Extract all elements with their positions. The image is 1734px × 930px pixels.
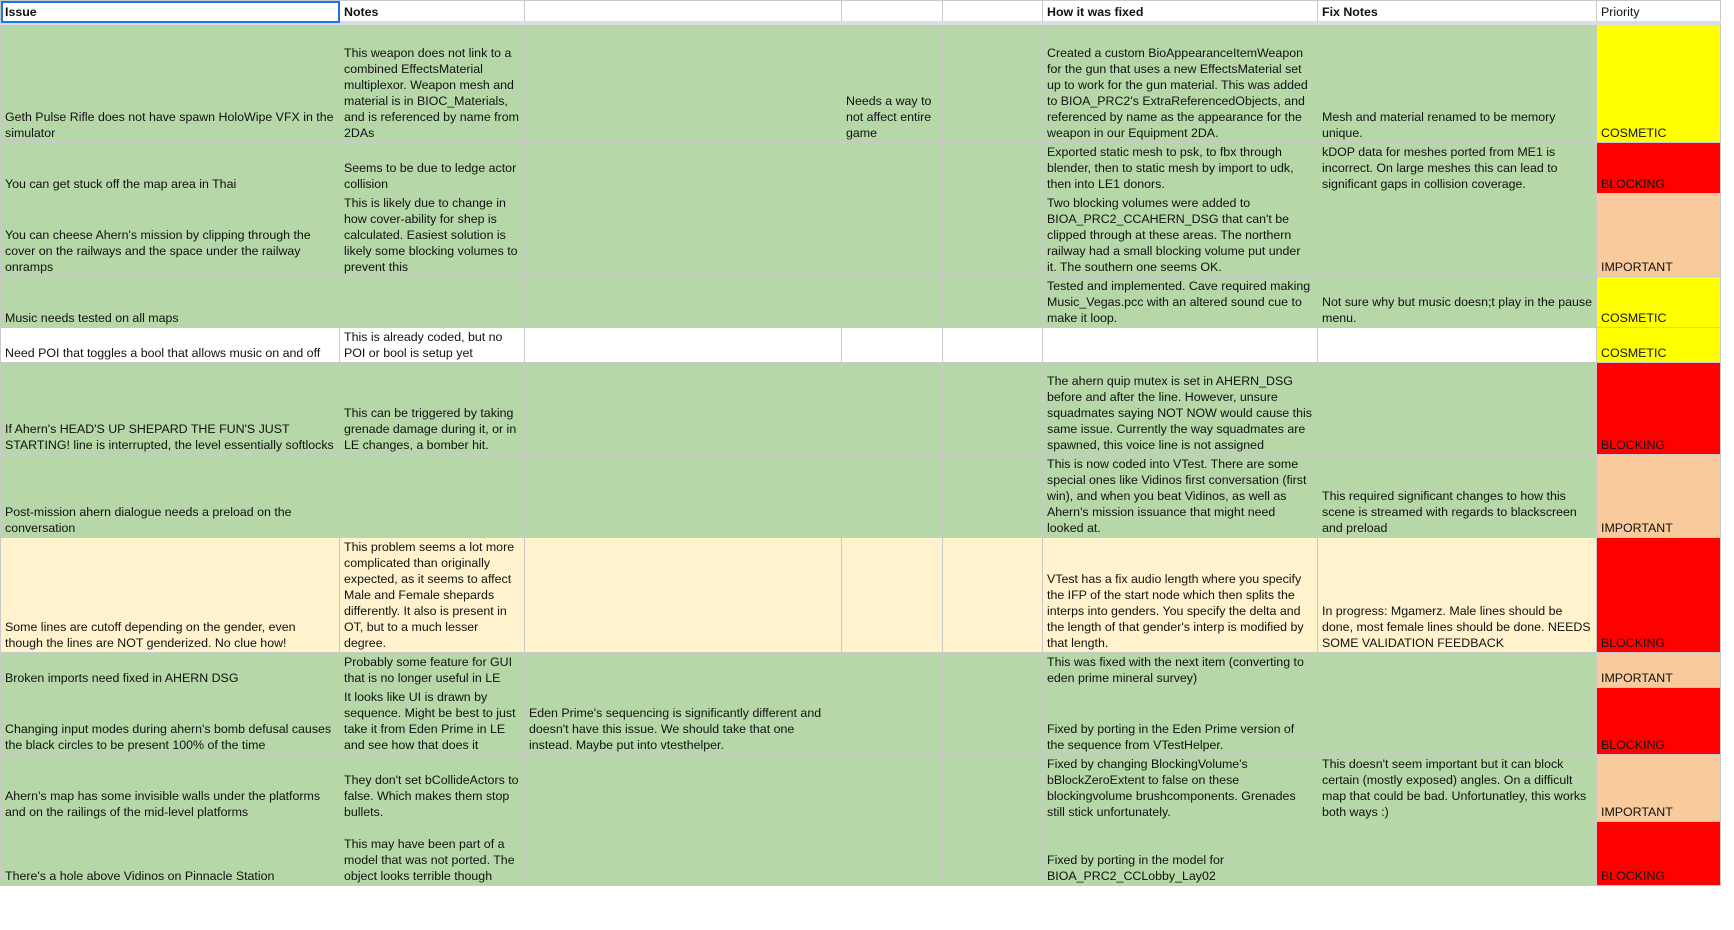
- header-col-e[interactable]: [943, 1, 1043, 24]
- cell-notes[interactable]: This is likely due to change in how cover-ability for shep is calculated. Easiest solution is likely some blocking volumes to prevent this: [340, 194, 525, 277]
- cell-priority[interactable]: IMPORTANT: [1597, 455, 1721, 538]
- table-row: [1, 455, 1721, 538]
- cell-fix-notes[interactable]: kDOP data for meshes ported from ME1 is incorrect. On large meshes this can lead to significant gaps in collision coverage.: [1318, 143, 1597, 194]
- cell-how-fixed[interactable]: Exported static mesh to psk, to fbx through blender, then to static mesh by import to udk, then into LE1 donors.: [1043, 143, 1318, 194]
- cell-col-e[interactable]: [943, 363, 1043, 455]
- cell-fix-notes[interactable]: Not sure why but music doesn;t play in the pause menu.: [1318, 277, 1597, 328]
- cell-col-e[interactable]: [943, 653, 1043, 688]
- cell-col-e[interactable]: [943, 538, 1043, 653]
- cell-col-d[interactable]: [842, 143, 943, 194]
- cell-how-fixed[interactable]: This is now coded into VTest. There are some special ones like Vidinos first conversation (first win), and when you beat Vidinos, as well as Ahern's mission issuance that might need looked at.: [1043, 455, 1318, 538]
- cell-col-c[interactable]: [525, 194, 842, 277]
- cell-col-c[interactable]: [525, 23, 842, 143]
- cell-col-d[interactable]: [842, 822, 943, 886]
- table-row: [1, 538, 1721, 653]
- cell-col-e[interactable]: [943, 194, 1043, 277]
- cell-priority[interactable]: COSMETIC: [1597, 328, 1721, 363]
- cell-priority[interactable]: IMPORTANT: [1597, 653, 1721, 688]
- header-how-fixed[interactable]: How it was fixed: [1043, 1, 1318, 24]
- cell-col-c[interactable]: Eden Prime's sequencing is significantly different and doesn't have this issue. We should take that one instead. Maybe put into vtesthelper.: [525, 688, 842, 755]
- cell-col-c[interactable]: [525, 143, 842, 194]
- cell-how-fixed[interactable]: Two blocking volumes were added to BIOA_PRC2_CCAHERN_DSG that can't be clipped through at these areas. The northern railway had a small blocking volume put under it. The southern one seems OK.: [1043, 194, 1318, 277]
- cell-col-c[interactable]: [525, 328, 842, 363]
- header-col-c[interactable]: [525, 1, 842, 24]
- cell-notes[interactable]: Seems to be due to ledge actor collision: [340, 143, 525, 194]
- header-priority[interactable]: Priority: [1597, 1, 1721, 24]
- cell-col-d[interactable]: [842, 653, 943, 688]
- cell-issue[interactable]: There's a hole above Vidinos on Pinnacle Station: [1, 822, 340, 886]
- cell-col-d[interactable]: [842, 277, 943, 328]
- table-row: [1, 23, 1721, 143]
- table-row: [1, 822, 1721, 886]
- cell-priority[interactable]: BLOCKING: [1597, 363, 1721, 455]
- cell-priority[interactable]: IMPORTANT: [1597, 755, 1721, 822]
- cell-col-e[interactable]: [943, 822, 1043, 886]
- header-notes[interactable]: Notes: [340, 1, 525, 24]
- table-row: [1, 328, 1721, 363]
- cell-col-e[interactable]: [943, 277, 1043, 328]
- cell-notes[interactable]: [340, 277, 525, 328]
- cell-how-fixed[interactable]: This was fixed with the next item (converting to eden prime mineral survey): [1043, 653, 1318, 688]
- cell-fix-notes[interactable]: [1318, 653, 1597, 688]
- cell-how-fixed[interactable]: Fixed by porting in the model for BIOA_PRC2_CCLobby_Lay02: [1043, 822, 1318, 886]
- cell-how-fixed[interactable]: [1043, 328, 1318, 363]
- cell-col-c[interactable]: [525, 755, 842, 822]
- cell-fix-notes[interactable]: [1318, 822, 1597, 886]
- cell-how-fixed[interactable]: The ahern quip mutex is set in AHERN_DSG before and after the line. However, unsure squadmates saying NOT NOW would cause this same issue. Currently the way squadmates are spawned, this voice line is not assigned: [1043, 363, 1318, 455]
- cell-col-c[interactable]: [525, 653, 842, 688]
- cell-issue[interactable]: Music needs tested on all maps: [1, 277, 340, 328]
- cell-col-c[interactable]: [525, 538, 842, 653]
- cell-col-d[interactable]: [842, 194, 943, 277]
- cell-issue[interactable]: You can get stuck off the map area in Thai: [1, 143, 340, 194]
- cell-fix-notes[interactable]: In progress: Mgamerz. Male lines should be done, most female lines should be done. NEEDS SOME VALIDATION FEEDBACK: [1318, 538, 1597, 653]
- cell-issue[interactable]: Need POI that toggles a bool that allows music on and off: [1, 328, 340, 363]
- cell-fix-notes[interactable]: This doesn't seem important but it can block certain (mostly exposed) angles. On a difficult map that could be bad. Unfortunatley, this works both ways :): [1318, 755, 1597, 822]
- cell-fix-notes[interactable]: [1318, 328, 1597, 363]
- cell-fix-notes[interactable]: This required significant changes to how this scene is streamed with regards to blackscreen and preload: [1318, 455, 1597, 538]
- header-issue[interactable]: Issue: [1, 1, 340, 24]
- cell-fix-notes[interactable]: [1318, 688, 1597, 755]
- cell-issue[interactable]: You can cheese Ahern's mission by clipping through the cover on the railways and the space under the railway onramps: [1, 194, 340, 277]
- table-row: [1, 277, 1721, 328]
- cell-how-fixed[interactable]: VTest has a fix audio length where you specify the IFP of the start node which then splits the interps into genders. You specify the delta and the length of that gender's interp is modified by that length.: [1043, 538, 1318, 653]
- cell-notes[interactable]: [340, 455, 525, 538]
- table-row: [1, 755, 1721, 822]
- header-fix-notes[interactable]: Fix Notes: [1318, 1, 1597, 24]
- cell-priority[interactable]: BLOCKING: [1597, 822, 1721, 886]
- cell-notes[interactable]: It looks like UI is drawn by sequence. Might be best to just take it from Eden Prime in LE and see how that does it: [340, 688, 525, 755]
- cell-col-e[interactable]: [943, 328, 1043, 363]
- cell-priority[interactable]: BLOCKING: [1597, 143, 1721, 194]
- cell-col-d[interactable]: [842, 538, 943, 653]
- table-row: [1, 194, 1721, 277]
- cell-issue[interactable]: If Ahern's HEAD'S UP SHEPARD THE FUN'S JUST STARTING! line is interrupted, the level essentially softlocks: [1, 363, 340, 455]
- cell-issue[interactable]: Geth Pulse Rifle does not have spawn HoloWipe VFX in the simulator: [1, 23, 340, 143]
- cell-priority[interactable]: BLOCKING: [1597, 688, 1721, 755]
- table-row: [1, 688, 1721, 755]
- cell-col-e[interactable]: [943, 143, 1043, 194]
- cell-col-e[interactable]: [943, 688, 1043, 755]
- cell-issue[interactable]: Changing input modes during ahern's bomb defusal causes the black circles to be present 100% of the time: [1, 688, 340, 755]
- cell-notes[interactable]: They don't set bCollideActors to false. Which makes them stop bullets.: [340, 755, 525, 822]
- cell-issue[interactable]: Some lines are cutoff depending on the gender, even though the lines are NOT genderized. No clue how!: [1, 538, 340, 653]
- cell-col-c[interactable]: [525, 363, 842, 455]
- cell-notes[interactable]: Probably some feature for GUI that is no longer useful in LE: [340, 653, 525, 688]
- cell-notes[interactable]: This weapon does not link to a combined EffectsMaterial multiplexor. Weapon mesh and material is in BIOC_Materials, and is referenced by name from 2DAs: [340, 23, 525, 143]
- header-col-d[interactable]: [842, 1, 943, 24]
- cell-fix-notes[interactable]: [1318, 363, 1597, 455]
- cell-issue[interactable]: Ahern's map has some invisible walls under the platforms and on the railings of the mid-level platforms: [1, 755, 340, 822]
- cell-issue[interactable]: Broken imports need fixed in AHERN DSG: [1, 653, 340, 688]
- cell-issue[interactable]: Post-mission ahern dialogue needs a preload on the conversation: [1, 455, 340, 538]
- cell-priority[interactable]: BLOCKING: [1597, 538, 1721, 653]
- cell-priority[interactable]: IMPORTANT: [1597, 194, 1721, 277]
- cell-col-d[interactable]: [842, 688, 943, 755]
- cell-col-e[interactable]: [943, 455, 1043, 538]
- cell-fix-notes[interactable]: [1318, 194, 1597, 277]
- cell-col-d[interactable]: Needs a way to not affect entire game: [842, 23, 943, 143]
- header-row: [1, 1, 1721, 24]
- cell-col-e[interactable]: [943, 23, 1043, 143]
- cell-notes[interactable]: This problem seems a lot more complicated than originally expected, as it seems to affect Male and Female shepards differently. It also is present in OT, but to a much lesser degree.: [340, 538, 525, 653]
- cell-how-fixed[interactable]: Tested and implemented. Cave required making Music_Vegas.pcc with an altered sound cue to make it loop.: [1043, 277, 1318, 328]
- cell-how-fixed[interactable]: Created a custom BioAppearanceItemWeapon for the gun that uses a new EffectsMaterial set up to work for the gun material. This was added to BIOA_PRC2's ExtraReferencedObjects, and referenced by name as the appearance for the weapon in our Equipment 2DA.: [1043, 23, 1318, 143]
- cell-col-d[interactable]: [842, 455, 943, 538]
- cell-col-d[interactable]: [842, 755, 943, 822]
- cell-col-e[interactable]: [943, 755, 1043, 822]
- cell-how-fixed[interactable]: Fixed by porting in the Eden Prime version of the sequence from VTestHelper.: [1043, 688, 1318, 755]
- cell-notes[interactable]: This may have been part of a model that was not ported. The object looks terrible though: [340, 822, 525, 886]
- cell-col-c[interactable]: [525, 277, 842, 328]
- cell-notes[interactable]: This is already coded, but no POI or bool is setup yet: [340, 328, 525, 363]
- table-row: [1, 143, 1721, 194]
- cell-col-d[interactable]: [842, 328, 943, 363]
- cell-notes[interactable]: This can be triggered by taking grenade damage during it, or in LE changes, a bomber hit.: [340, 363, 525, 455]
- table-row: [1, 363, 1721, 455]
- cell-col-c[interactable]: [525, 455, 842, 538]
- cell-fix-notes[interactable]: Mesh and material renamed to be memory unique.: [1318, 23, 1597, 143]
- cell-how-fixed[interactable]: Fixed by changing BlockingVolume's bBlockZeroExtent to false on these blockingvolume brushcomponents. Grenades still stick unfortunately.: [1043, 755, 1318, 822]
- table-row: [1, 653, 1721, 688]
- cell-col-c[interactable]: [525, 822, 842, 886]
- cell-priority[interactable]: COSMETIC: [1597, 23, 1721, 143]
- cell-priority[interactable]: COSMETIC: [1597, 277, 1721, 328]
- cell-col-d[interactable]: [842, 363, 943, 455]
